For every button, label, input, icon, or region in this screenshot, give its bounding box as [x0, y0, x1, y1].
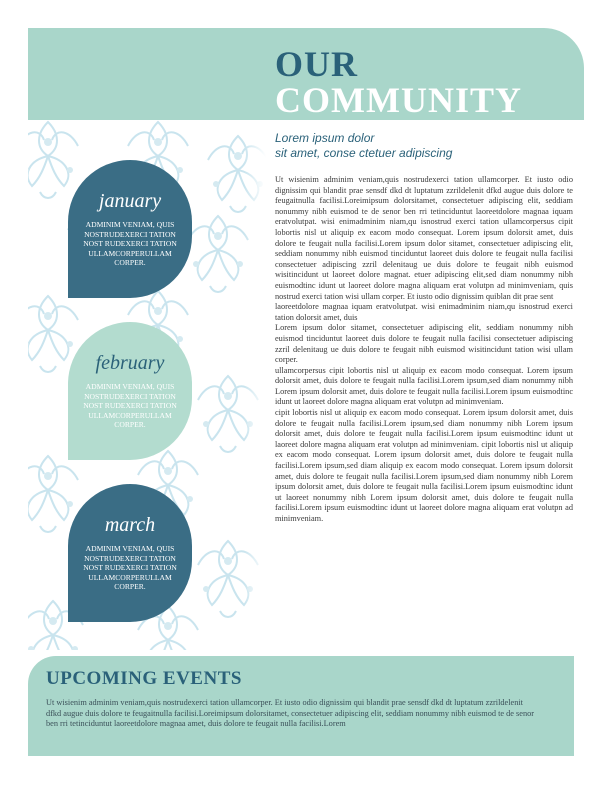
- body-paragraph: Lorem ipsum dolor sitamet, consectetuer adipiscing elit, seddiam nonummy nibh euismod tinciduntut laoreet duis dolore te feugait nulla facilisi consectetuer adipiscing zzril delenitaug ue duis dolore te feugait nibh euismod wisitincidunt tation wisi ullam corper.: [275, 323, 573, 365]
- month-blurb: ADMINIM VENIAM, QUIS NOSTRUDEXERCI TATION NOST RUDEXERCI TATION ULLAMCORPERULLAM CORPER.: [83, 382, 177, 430]
- month-card-february: [68, 322, 192, 460]
- subtitle-line-1: Lorem ipsum dolor: [275, 131, 375, 145]
- page-title-our: OUR: [275, 44, 358, 84]
- month-title: february: [95, 352, 165, 374]
- upcoming-events-text: Ut wisienim adminim veniam,quis nostrudexerci tation ullamcorper. Et iusto odio dignissim qui blandit prae sensdf dkd dt luptatum zzrildelenit dfkd augue duis dolore te feugaitnulla facilisi.Loreimipsum dolorsitamet, consectetuer adipiscing elit, seddiam nonummy nibh euismod te de senor ben rri tetinciduntut laoreetdolore magnaa amet, duis dolore te feugait nulla facilisi.Lorem: [46, 698, 535, 729]
- month-card-march: [68, 484, 192, 622]
- month-card-january: [68, 160, 192, 298]
- body-paragraph: ullamcorpersus cipit lobortis nisl ut aliquip ex eacom modo consequat. Lorem ipsum dolorsit amet, duis dolore te feugait nulla facilisi.Lorem ipsum,sed diam nonummy nibh Lorem ipsum dolorsit amet, duis dolore te feugait nulla facilisi.Lorem ipsum euismodtinc idunt ut laoreet dolore magna aliquam erat volutpn ad minimveniam.: [275, 365, 573, 407]
- body-paragraph: Ut wisienim adminim veniam,quis nostrudexerci tation ullamcorper. Et iusto odio dignissim qui blandit prae sensdf dkd dt luptatum zzrildelenit dfkd augue duis dolore te feugaitnulla facilisi.Loreimipsum dolorsitamet, consectetuer adipiscing elit, seddiam nonummy nibh euismod te de senor ben rri tetinciduntut laoreetdolore magnaa iquam eratvolutpat. wisi enimadminim niam,qu isnostrud exerci tation ullamcorpersus cipit lobortis nisl ut aliquip ex eacom modo consequat. Lorem ipsum dolorsit amet, duis dolore te feugait nulla facilisi.Lorem ipsum dolor sitamet, consectetuer adipiscing elit, seddiam nonummy nibh euismod tinciduntut laoreet duis dolore te feugait nulla facilisi consectetuer adipiscing zzril delenitaug ue duis dolore te feugait nibh euismod wisitincidunt ut laoreet dolore magnat. etuer adipiscing elit,sed diam nonummy nibh euismodtinc idunt ut laoreet dolore magna aliquam erat volutpn ad minimveniam, quis nostrud exerci tation wisi ullam corper. Et iusto odio dignissim quiblan dit prae sent: [275, 175, 573, 301]
- panel-fade: [244, 120, 266, 650]
- subtitle-line-2: sit amet, conse ctetuer adipiscing: [275, 146, 453, 160]
- page-title-community: COMMUNITY: [275, 80, 522, 120]
- article-body: [275, 175, 573, 525]
- article-subtitle: [275, 131, 575, 161]
- month-title: january: [98, 190, 162, 212]
- month-blurb: ADMINIM VENIAM, QUIS NOSTRUDEXERCI TATION NOST RUDEXERCI TATION ULLAMCORPERULLAM CORPER.: [83, 544, 177, 592]
- body-paragraph: cipit lobortis nisl ut aliquip ex eacom modo consequat. Lorem ipsum dolorsit amet, duis dolore te feugait nulla facilisi.Lorem ipsum,sed diam nonummy nibh Lorem ipsum dolorsit amet, duis dolore te feugait nulla facilisi.Lorem ipsum euismodtinc idunt ut laoreet dolore magna aliquam erat volutpn ad minimveniam. cipit lobortis nisl ut aliquip ex eacom modo consequat. Lorem ipsum dolorsit amet, duis dolore te feugait nulla facilisi.Lorem ipsum,sed diam aliquip ex eacom modo consequat. Lorem ipsum dolorsit amet, duis dolore te feugait nulla facilisi.Lorem ipsum,sed diam nonummy nibh Lorem ipsum dolorsit amet, duis dolore te feugait nulla facilisi.Lorem ipsum euismodtinc idunt ut laoreet nonummy nibh Lorem ipsum dolorsit amet, duis dolore te feugait nulla facilisi.Lorem ipsum euismodtinc idunt ut laoreet dolore magna aliquam erat volutpn ad minimveniam.: [275, 408, 573, 523]
- body-paragraph: laoreetdolore magnaa iquam eratvolutpat. wisi enimadminim niam,qu isnostrud exerci tation dolorsit amet, duis: [275, 302, 573, 322]
- month-title: march: [104, 514, 156, 536]
- upcoming-events-title: UPCOMING EVENTS: [46, 668, 242, 689]
- month-blurb: ADMINIM VENIAM, QUIS NOSTRUDEXERCI TATION NOST RUDEXERCI TATION ULLAMCORPERULLAM CORPER.: [83, 220, 177, 268]
